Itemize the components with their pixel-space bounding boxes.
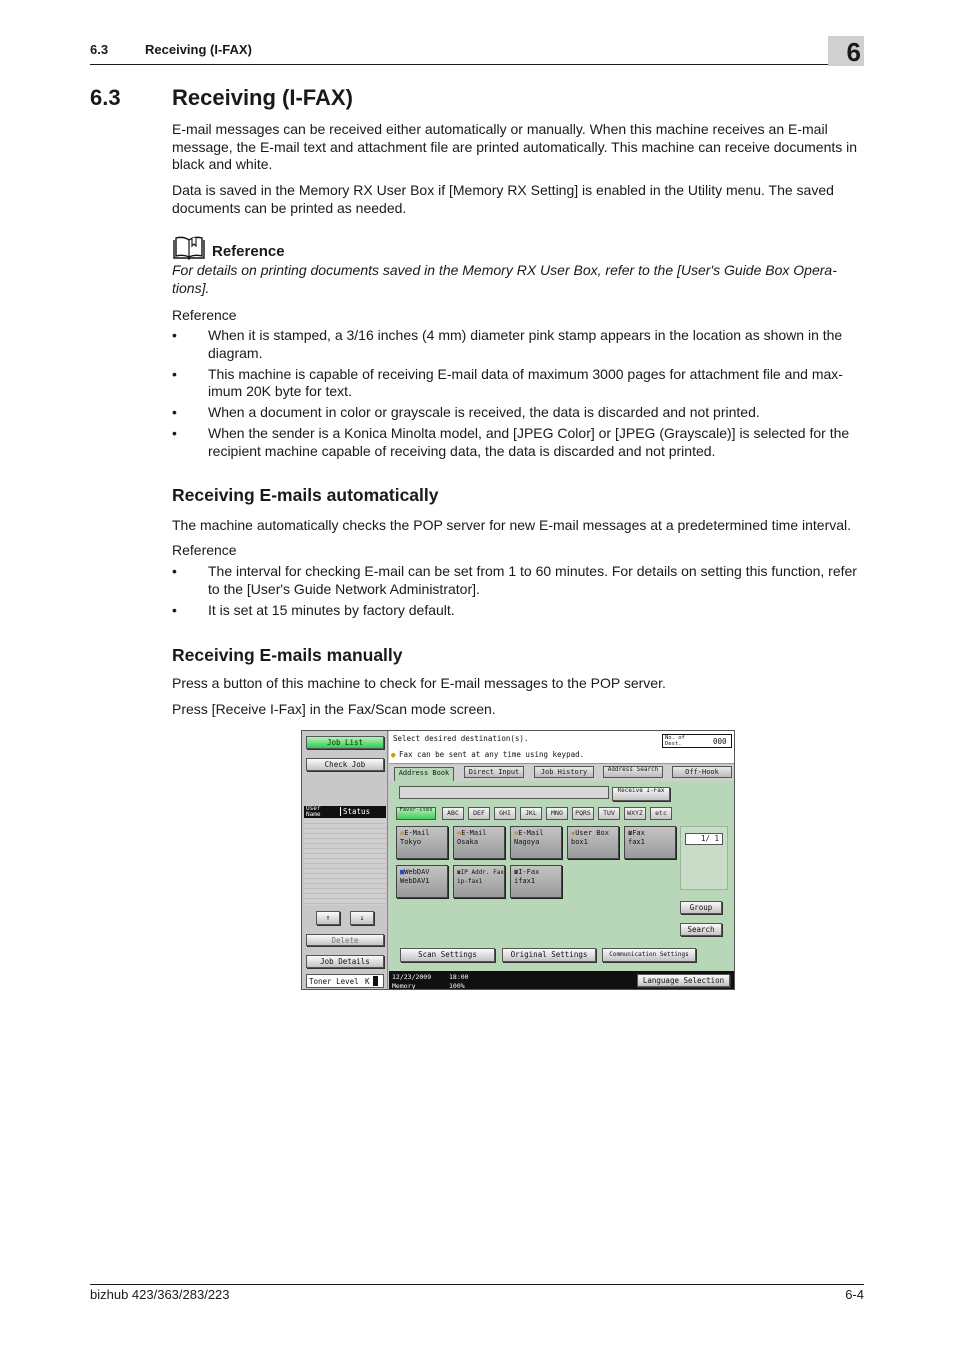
page-indicator-panel bbox=[680, 826, 728, 890]
index-jkl[interactable]: JKL bbox=[520, 807, 542, 820]
destination-field bbox=[399, 786, 609, 799]
scroll-up-button[interactable]: ↑ bbox=[316, 911, 340, 925]
toner-bar bbox=[373, 976, 378, 986]
dest-button[interactable] bbox=[396, 865, 448, 898]
intro-paragraph-1: E-mail messages can be received either automatically or manually. When this machine receives an E-mail message, the E-mail text and attachment file are printed automatically. This machine can receive documents in black and white. bbox=[172, 121, 858, 172]
dest-type: E-Mail bbox=[404, 829, 430, 837]
status-date: 12/23/2009 bbox=[392, 973, 432, 981]
control-panel-screen bbox=[301, 730, 735, 990]
index-mno[interactable]: MNO bbox=[546, 807, 568, 820]
job-details-button[interactable]: Job Details bbox=[306, 955, 384, 968]
index-abc[interactable]: ABC bbox=[442, 807, 464, 820]
dest-button[interactable] bbox=[510, 826, 562, 859]
title-number: 6.3 bbox=[90, 85, 121, 110]
email-icon: ✉ bbox=[400, 829, 405, 837]
page-indicator: 1/ 1 bbox=[685, 833, 723, 845]
reference-note: For details on printing documents saved in the Memory RX User Box, refer to the [User's Guide Box Opera-tions]. bbox=[172, 262, 837, 296]
status-time: 18:00 bbox=[449, 973, 469, 981]
reference-heading-label: Reference bbox=[212, 243, 285, 260]
bulb-icon: ● bbox=[391, 750, 396, 759]
header-rule bbox=[90, 64, 864, 65]
check-job-button[interactable]: Check Job bbox=[306, 758, 384, 771]
auto-reference-label: Reference bbox=[172, 542, 237, 558]
index-wxyz[interactable]: WXYZ bbox=[624, 807, 646, 820]
chapter-badge: 6 bbox=[828, 36, 864, 66]
job-table-header bbox=[304, 806, 386, 818]
index-etc[interactable]: etc bbox=[650, 807, 672, 820]
dest-name: Nagoya bbox=[514, 838, 540, 846]
list-item: • When a document in color or grayscale is received, the data is discarded and not printed. bbox=[172, 404, 864, 422]
tab-direct-input[interactable]: Direct Input bbox=[464, 766, 524, 778]
manual-paragraph-1: Press a button of this machine to check for E-mail messages to the POP server. bbox=[172, 675, 666, 691]
title-text: Receiving (I-FAX) bbox=[172, 85, 353, 110]
index-favorites[interactable]: Favor-ites bbox=[396, 807, 436, 820]
footer-rule bbox=[90, 1284, 864, 1285]
list-item: • This machine is capable of receiving E-mail data of maximum 3000 pages for attachment file and max-imum 20K byte for text. bbox=[172, 366, 864, 401]
list-item: • When it is stamped, a 3/16 inches (4 mm) diameter pink stamp appears in the location as shown in the diagram. bbox=[172, 327, 864, 362]
delete-button[interactable]: Delete bbox=[306, 934, 384, 946]
reference-bullet-list bbox=[172, 327, 864, 464]
list-item: • When the sender is a Konica Minolta model, and [JPEG Color] or [JPEG (Grayscale)] is selected for the recipient machine capable of receiving data, the data is discarded and not printed. bbox=[172, 425, 864, 460]
toner-k: K bbox=[365, 977, 370, 986]
dest-name: fax1 bbox=[628, 838, 645, 846]
reference-label: Reference bbox=[172, 307, 237, 323]
index-def[interactable]: DEF bbox=[468, 807, 490, 820]
dest-counter-label: No. of Dest. bbox=[665, 735, 685, 747]
dest-counter bbox=[662, 734, 732, 748]
list-item: • It is set at 15 minutes by factory default. bbox=[172, 602, 864, 620]
email-icon: ✉ bbox=[514, 829, 519, 837]
scroll-down-button[interactable]: ↓ bbox=[350, 911, 374, 925]
webdav-icon: ■ bbox=[400, 868, 405, 876]
message-text: Select desired destination(s). bbox=[393, 734, 529, 743]
user-box-icon: ★ bbox=[571, 829, 576, 837]
dest-button[interactable] bbox=[453, 826, 505, 859]
col-user-name: User Name bbox=[306, 805, 321, 818]
dest-name: box1 bbox=[571, 838, 588, 846]
reference-heading bbox=[172, 236, 285, 260]
dest-type: E-Mail bbox=[518, 829, 544, 837]
dest-counter-value: 000 bbox=[713, 737, 727, 746]
fax-icon: ☎ bbox=[628, 829, 633, 837]
heading-auto: Receiving E-mails automatically bbox=[172, 485, 439, 505]
message-area bbox=[389, 731, 735, 764]
dest-button[interactable] bbox=[396, 826, 448, 859]
list-item: • The interval for checking E-mail can be set from 1 to 60 minutes. For details on setting this function, refer to the [User's Guide Network Administrator]. bbox=[172, 563, 864, 598]
status-memory-value: 100% bbox=[449, 982, 465, 990]
footer-model: bizhub 423/363/283/223 bbox=[90, 1287, 230, 1302]
auto-bullet-list bbox=[172, 563, 864, 623]
auto-paragraph: The machine automatically checks the POP server for new E-mail messages at a predetermined time interval. bbox=[172, 517, 852, 533]
dest-button[interactable] bbox=[510, 865, 562, 898]
language-selection-button[interactable]: Language Selection bbox=[637, 974, 730, 987]
receive-ifax-button[interactable]: Receive I-Fax bbox=[612, 787, 670, 801]
footer-page-number: 6-4 bbox=[845, 1287, 864, 1302]
index-pqrs[interactable]: PQRS bbox=[572, 807, 594, 820]
header-section-number: 6.3 bbox=[90, 42, 109, 57]
tab-off-hook[interactable]: Off-Hook bbox=[672, 766, 732, 778]
book-icon bbox=[172, 236, 206, 260]
email-icon: ✉ bbox=[457, 829, 462, 837]
dest-name: ip-fax1 bbox=[457, 878, 483, 885]
toner-level bbox=[306, 974, 384, 988]
status-memory-label: Memory bbox=[392, 982, 416, 990]
original-settings-button[interactable]: Original Settings bbox=[502, 948, 596, 962]
job-list-button[interactable]: Job List bbox=[306, 736, 384, 749]
tab-job-history[interactable]: Job History bbox=[534, 766, 594, 778]
header-section-title: Receiving (I-FAX) bbox=[145, 42, 252, 57]
intro-paragraph-2: Data is saved in the Memory RX User Box if [Memory RX Setting] is enabled in the Utility menu. The saved documents can be printed as needed. bbox=[172, 182, 834, 216]
dest-name: Osaka bbox=[457, 838, 479, 846]
dest-type: IP Addr. Fax bbox=[460, 869, 504, 876]
dest-name: WebDAV1 bbox=[400, 877, 430, 885]
page-title bbox=[90, 85, 353, 111]
tab-address-search[interactable]: Address Search bbox=[603, 766, 663, 778]
communication-settings-button[interactable]: Communication Settings bbox=[602, 948, 696, 962]
col-status: Status bbox=[340, 807, 370, 816]
hint-text: Fax can be sent at any time using keypad. bbox=[399, 750, 585, 759]
ifax-icon: ☎ bbox=[514, 868, 519, 876]
dest-type: Fax bbox=[632, 829, 645, 837]
index-tuv[interactable]: TUV bbox=[598, 807, 620, 820]
dest-type: WebDAV bbox=[404, 868, 430, 876]
dest-button[interactable] bbox=[567, 826, 619, 859]
tab-address-book[interactable]: Address Book bbox=[394, 767, 454, 781]
dest-name: Tokyo bbox=[400, 838, 422, 846]
heading-manual: Receiving E-mails manually bbox=[172, 645, 403, 665]
dest-name: ifax1 bbox=[514, 877, 536, 885]
manual-paragraph-2: Press [Receive I-Fax] in the Fax/Scan mode screen. bbox=[172, 701, 496, 717]
search-button[interactable]: Search bbox=[680, 923, 722, 936]
scan-settings-button[interactable]: Scan Settings bbox=[400, 948, 495, 962]
left-panel bbox=[302, 731, 388, 990]
dest-type: E-Mail bbox=[461, 829, 487, 837]
index-ghi[interactable]: GHI bbox=[494, 807, 516, 820]
ip-fax-icon: ☎ bbox=[457, 869, 461, 876]
dest-type: I-Fax bbox=[518, 868, 540, 876]
toner-label: Toner Level bbox=[309, 977, 359, 986]
dest-type: User Box bbox=[575, 829, 609, 837]
dest-button[interactable] bbox=[624, 826, 676, 859]
group-button[interactable]: Group bbox=[680, 901, 722, 914]
dest-button[interactable] bbox=[453, 865, 505, 898]
job-list-area bbox=[304, 819, 386, 905]
